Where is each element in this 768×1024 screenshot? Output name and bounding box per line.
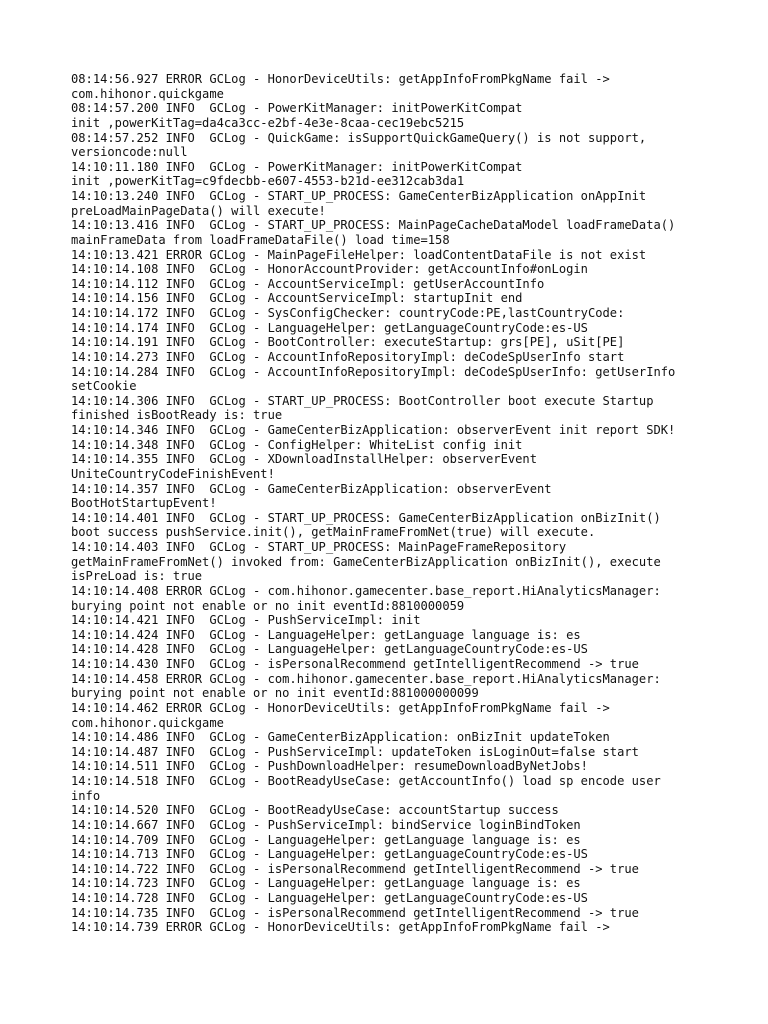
log-line: 14:10:14.273 INFO GCLog - AccountInfoRepositoryImpl: deCodeSpUserInfo start <box>71 349 625 364</box>
log-line: 14:10:11.180 INFO GCLog - PowerKitManager: initPowerKitCompat <box>71 159 523 174</box>
log-line: 14:10:13.421 ERROR GCLog - MainPageFileHelper: loadContentDataFile is not exist <box>71 247 647 262</box>
log-line: 14:10:14.172 INFO GCLog - SysConfigChecker: countryCode:PE,lastCountryCode: <box>71 306 625 320</box>
log-line: info <box>71 788 101 803</box>
log-line: mainFrameData from loadFrameDataFile() load time=158 <box>71 232 450 247</box>
log-line: 14:10:14.401 INFO GCLog - START_UP_PROCESS: GameCenterBizApplication onBizInit() <box>71 510 661 525</box>
log-line: 14:10:14.667 INFO GCLog - PushServiceImpl: bindService loginBindToken <box>71 817 581 832</box>
log-line: 14:10:14.511 INFO GCLog - PushDownloadHelper: resumeDownloadByNetJobs! <box>71 759 588 774</box>
log-line: getMainFrameFromNet() invoked from: GameCenterBizApplication onBizInit(), execute <box>71 554 661 569</box>
log-line: 14:10:14.191 INFO GCLog - BootController: executeStartup: grs[PE], uSit[PE] <box>71 335 625 350</box>
log-line: 14:10:14.112 INFO GCLog - AccountServiceImpl: getUserAccountInfo <box>71 276 545 291</box>
log-line: BootHotStartupEvent! <box>71 496 217 511</box>
log-line: 14:10:14.486 INFO GCLog - GameCenterBizApplication: onBizInit updateToken <box>71 730 610 745</box>
log-line: burying point not enable or no init eventId:8810000059 <box>71 598 465 613</box>
log-line: boot success pushService.init(), getMainFrameFromNet(true) will execute. <box>71 525 596 540</box>
log-line: 14:10:14.156 INFO GCLog - AccountServiceImpl: startupInit end <box>71 291 523 306</box>
log-line: 14:10:14.284 INFO GCLog - AccountInfoRepositoryImpl: deCodeSpUserInfo: getUserInfo <box>71 364 676 379</box>
log-line: 14:10:14.520 INFO GCLog - BootReadyUseCase: accountStartup success <box>71 803 559 818</box>
log-line: 14:10:14.430 INFO GCLog - isPersonalRecommend getIntelligentRecommend -> true <box>71 657 639 671</box>
log-line: 14:10:14.428 INFO GCLog - LanguageHelper: getLanguageCountryCode:es-US <box>71 642 588 657</box>
log-line: 14:10:14.306 INFO GCLog - START_UP_PROCESS: BootController boot execute Startup <box>71 393 654 408</box>
log-line: 14:10:14.108 INFO GCLog - HonorAccountProvider: getAccountInfo#onLogin <box>71 262 588 277</box>
log-line: preLoadMainPageData() will execute! <box>71 203 326 218</box>
log-line: 14:10:14.487 INFO GCLog - PushServiceImpl: updateToken isLoginOut=false start <box>71 744 639 759</box>
log-line: versioncode:null <box>71 145 188 160</box>
log-text-block <box>71 72 731 935</box>
log-line: 08:14:57.252 INFO GCLog - QuickGame: isSupportQuickGameQuery() is not support, <box>71 130 647 145</box>
log-line: 14:10:14.739 ERROR GCLog - HonorDeviceUtils: getAppInfoFromPkgName fail -> <box>71 920 610 935</box>
log-line: 14:10:14.458 ERROR GCLog - com.hihonor.gamecenter.base_report.HiAnalyticsManager: <box>71 671 661 686</box>
log-line: 14:10:14.421 INFO GCLog - PushServiceImpl: init <box>71 613 421 628</box>
log-line: init ,powerKitTag=da4ca3cc-e2bf-4e3e-8caa-cec19ebc5215 <box>71 115 465 130</box>
log-line: com.hihonor.quickgame <box>71 86 224 101</box>
log-line: 14:10:14.424 INFO GCLog - LanguageHelper: getLanguage language is: es <box>71 627 581 642</box>
log-line: UniteCountryCodeFinishEvent! <box>71 466 275 481</box>
log-line: 08:14:56.927 ERROR GCLog - HonorDeviceUtils: getAppInfoFromPkgName fail -> <box>71 72 610 86</box>
log-line: isPreLoad is: true <box>71 569 203 584</box>
log-line: 14:10:14.174 INFO GCLog - LanguageHelper: getLanguageCountryCode:es-US <box>71 320 588 335</box>
log-line: 14:10:14.357 INFO GCLog - GameCenterBizApplication: observerEvent <box>71 481 552 496</box>
log-line: init ,powerKitTag=c9fdecbb-e607-4553-b21d-ee312cab3da1 <box>71 174 465 189</box>
log-line: 14:10:14.348 INFO GCLog - ConfigHelper: WhiteList config init <box>71 437 523 452</box>
log-line: 08:14:57.200 INFO GCLog - PowerKitManager: initPowerKitCompat <box>71 101 523 116</box>
log-line: 14:10:14.735 INFO GCLog - isPersonalRecommend getIntelligentRecommend -> true <box>71 905 639 920</box>
log-line: 14:10:13.416 INFO GCLog - START_UP_PROCESS: MainPageCacheDataModel loadFrameData() <box>71 218 676 233</box>
log-line: com.hihonor.quickgame <box>71 715 224 730</box>
log-line: 14:10:14.722 INFO GCLog - isPersonalRecommend getIntelligentRecommend -> true <box>71 861 639 876</box>
log-line: burying point not enable or no init eventId:881000000099 <box>71 686 479 701</box>
log-line: finished isBootReady is: true <box>71 408 283 423</box>
log-line: 14:10:14.518 INFO GCLog - BootReadyUseCase: getAccountInfo() load sp encode user <box>71 774 661 788</box>
log-line: 14:10:13.240 INFO GCLog - START_UP_PROCESS: GameCenterBizApplication onAppInit <box>71 189 647 203</box>
log-line: 14:10:14.355 INFO GCLog - XDownloadInstallHelper: observerEvent <box>71 452 537 467</box>
log-line: 14:10:14.728 INFO GCLog - LanguageHelper: getLanguageCountryCode:es-US <box>71 891 588 905</box>
log-line: 14:10:14.723 INFO GCLog - LanguageHelper: getLanguage language is: es <box>71 876 581 891</box>
log-line: 14:10:14.346 INFO GCLog - GameCenterBizApplication: observerEvent init report SDK! <box>71 423 676 437</box>
log-line: 14:10:14.713 INFO GCLog - LanguageHelper: getLanguageCountryCode:es-US <box>71 847 588 862</box>
log-line: 14:10:14.462 ERROR GCLog - HonorDeviceUtils: getAppInfoFromPkgName fail -> <box>71 700 610 715</box>
log-line: 14:10:14.408 ERROR GCLog - com.hihonor.gamecenter.base_report.HiAnalyticsManager: <box>71 583 661 598</box>
log-line: 14:10:14.709 INFO GCLog - LanguageHelper: getLanguage language is: es <box>71 832 581 847</box>
log-line: 14:10:14.403 INFO GCLog - START_UP_PROCESS: MainPageFrameRepository <box>71 540 567 554</box>
log-line: setCookie <box>71 379 137 394</box>
